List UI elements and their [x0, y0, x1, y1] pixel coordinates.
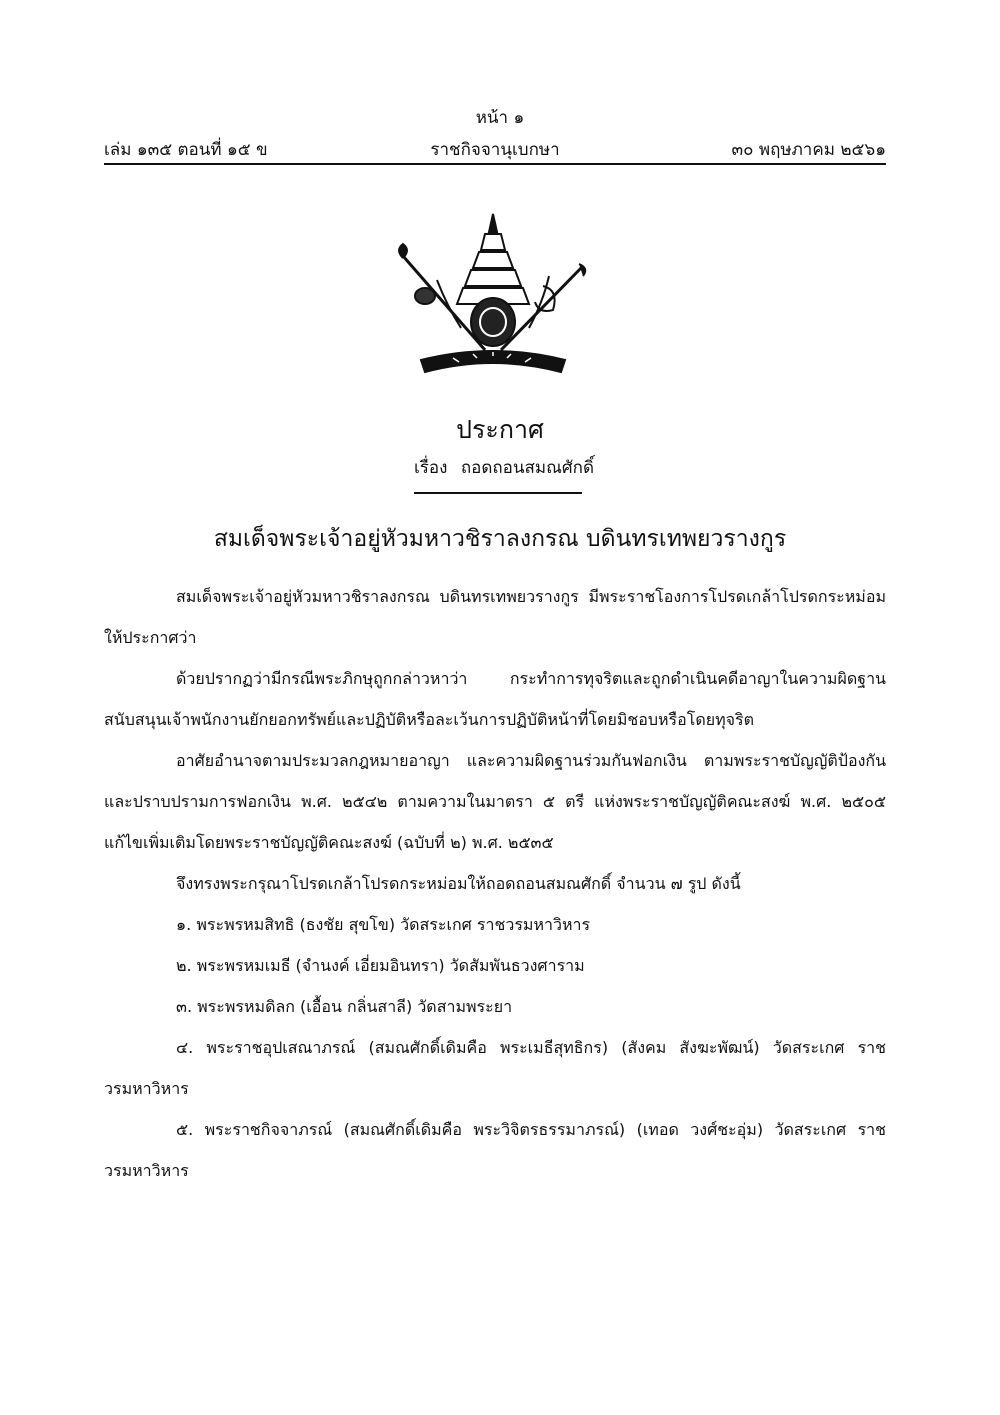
list-item: ๒. พระพรหมเมธี (จำนงค์ เอี่ยมอินทรา) วัดสัมพันธวงศาราม: [176, 956, 585, 975]
list-item: ๔. พระราชอุปเสณาภรณ์ (สมณศักดิ์เดิมคือ พระเมธีสุทธิกร) (สังคม สังฆะพัฒน์) วัดสระเกศ ราชวรมหาวิหาร: [104, 1038, 887, 1098]
list-item: ๕. พระราชกิจจาภรณ์ (สมณศักดิ์เดิมคือ พระวิจิตรธรรมาภรณ์) (เทอด วงศ์ชะอุ่ม) วัดสระเกศ ราชวรมหาวิหาร: [104, 1120, 887, 1180]
publication-date: ๓๐ พฤษภาคม ๒๕๖๑: [731, 140, 886, 160]
paragraph: อาศัยอำนาจตามประมวลกฎหมายอาญา และความผิดฐานร่วมกันฟอกเงิน ตามพระราชบัญญัติป้องกันและปราบปรามการฟอกเงิน พ.ศ. ๒๕๔๒ ตามความในมาตรา ๕ ตรี แห่งพระราชบัญญัติคณะสงฆ์ พ.ศ. ๒๕๐๕ แก้ไขเพิ่มเติมโดยพระราชบัญญัติคณะสงฆ์ (ฉบับที่ ๒) พ.ศ. ๒๕๓๕: [104, 751, 886, 852]
paragraph: ด้วยปรากฏว่ามีกรณีพระภิกษุถูกกล่าวหาว่า กระทำการทุจริตและถูกดำเนินคดีอาญาในความผิดฐานสนับสนุนเจ้าพนักงานยักยอกทรัพย์และปฏิบัติหรือละเว้นการปฏิบัติหน้าที่โดยมิชอบหรือโดยทุจริต: [104, 669, 886, 729]
gazette-header: [104, 136, 886, 162]
royal-seal-icon: [393, 210, 593, 380]
announcement-body: [104, 576, 886, 1191]
title-divider: [414, 492, 582, 494]
header-divider: [104, 163, 886, 165]
subject-label: เรื่อง: [413, 458, 448, 478]
volume-issue: เล่ม ๑๓๕ ตอนที่ ๑๕ ข: [104, 140, 268, 160]
paragraph: จึงทรงพระกรุณาโปรดเกล้าโปรดกระหม่อมให้ถอดถอนสมณศักดิ์ จำนวน ๗ รูป ดังนี้: [176, 874, 741, 893]
gazette-name: ราชกิจจานุเบกษา: [430, 140, 560, 160]
paragraph: สมเด็จพระเจ้าอยู่หัวมหาวชิราลงกรณ บดินทรเทพยวรางกูร มีพระราชโองการโปรดเกล้าโปรดกระหม่อมให้ประกาศว่า: [104, 587, 886, 647]
document-title: ประกาศ: [456, 415, 544, 444]
page-number: หน้า ๑: [475, 108, 525, 128]
subject-text: ถอดถอนสมณศักดิ์: [460, 458, 594, 478]
document-subject: [0, 454, 1000, 481]
list-item: ๑. พระพรหมสิทธิ (ธงชัย สุขโข) วัดสระเกศ ราชวรมหาวิหาร: [176, 915, 591, 934]
king-title: สมเด็จพระเจ้าอยู่หัวมหาวชิราลงกรณ บดินทรเทพยวรางกูร: [213, 526, 787, 552]
list-item: ๓. พระพรหมดิลก (เอื้อน กลิ่นสาลี) วัดสามพระยา: [176, 997, 513, 1016]
